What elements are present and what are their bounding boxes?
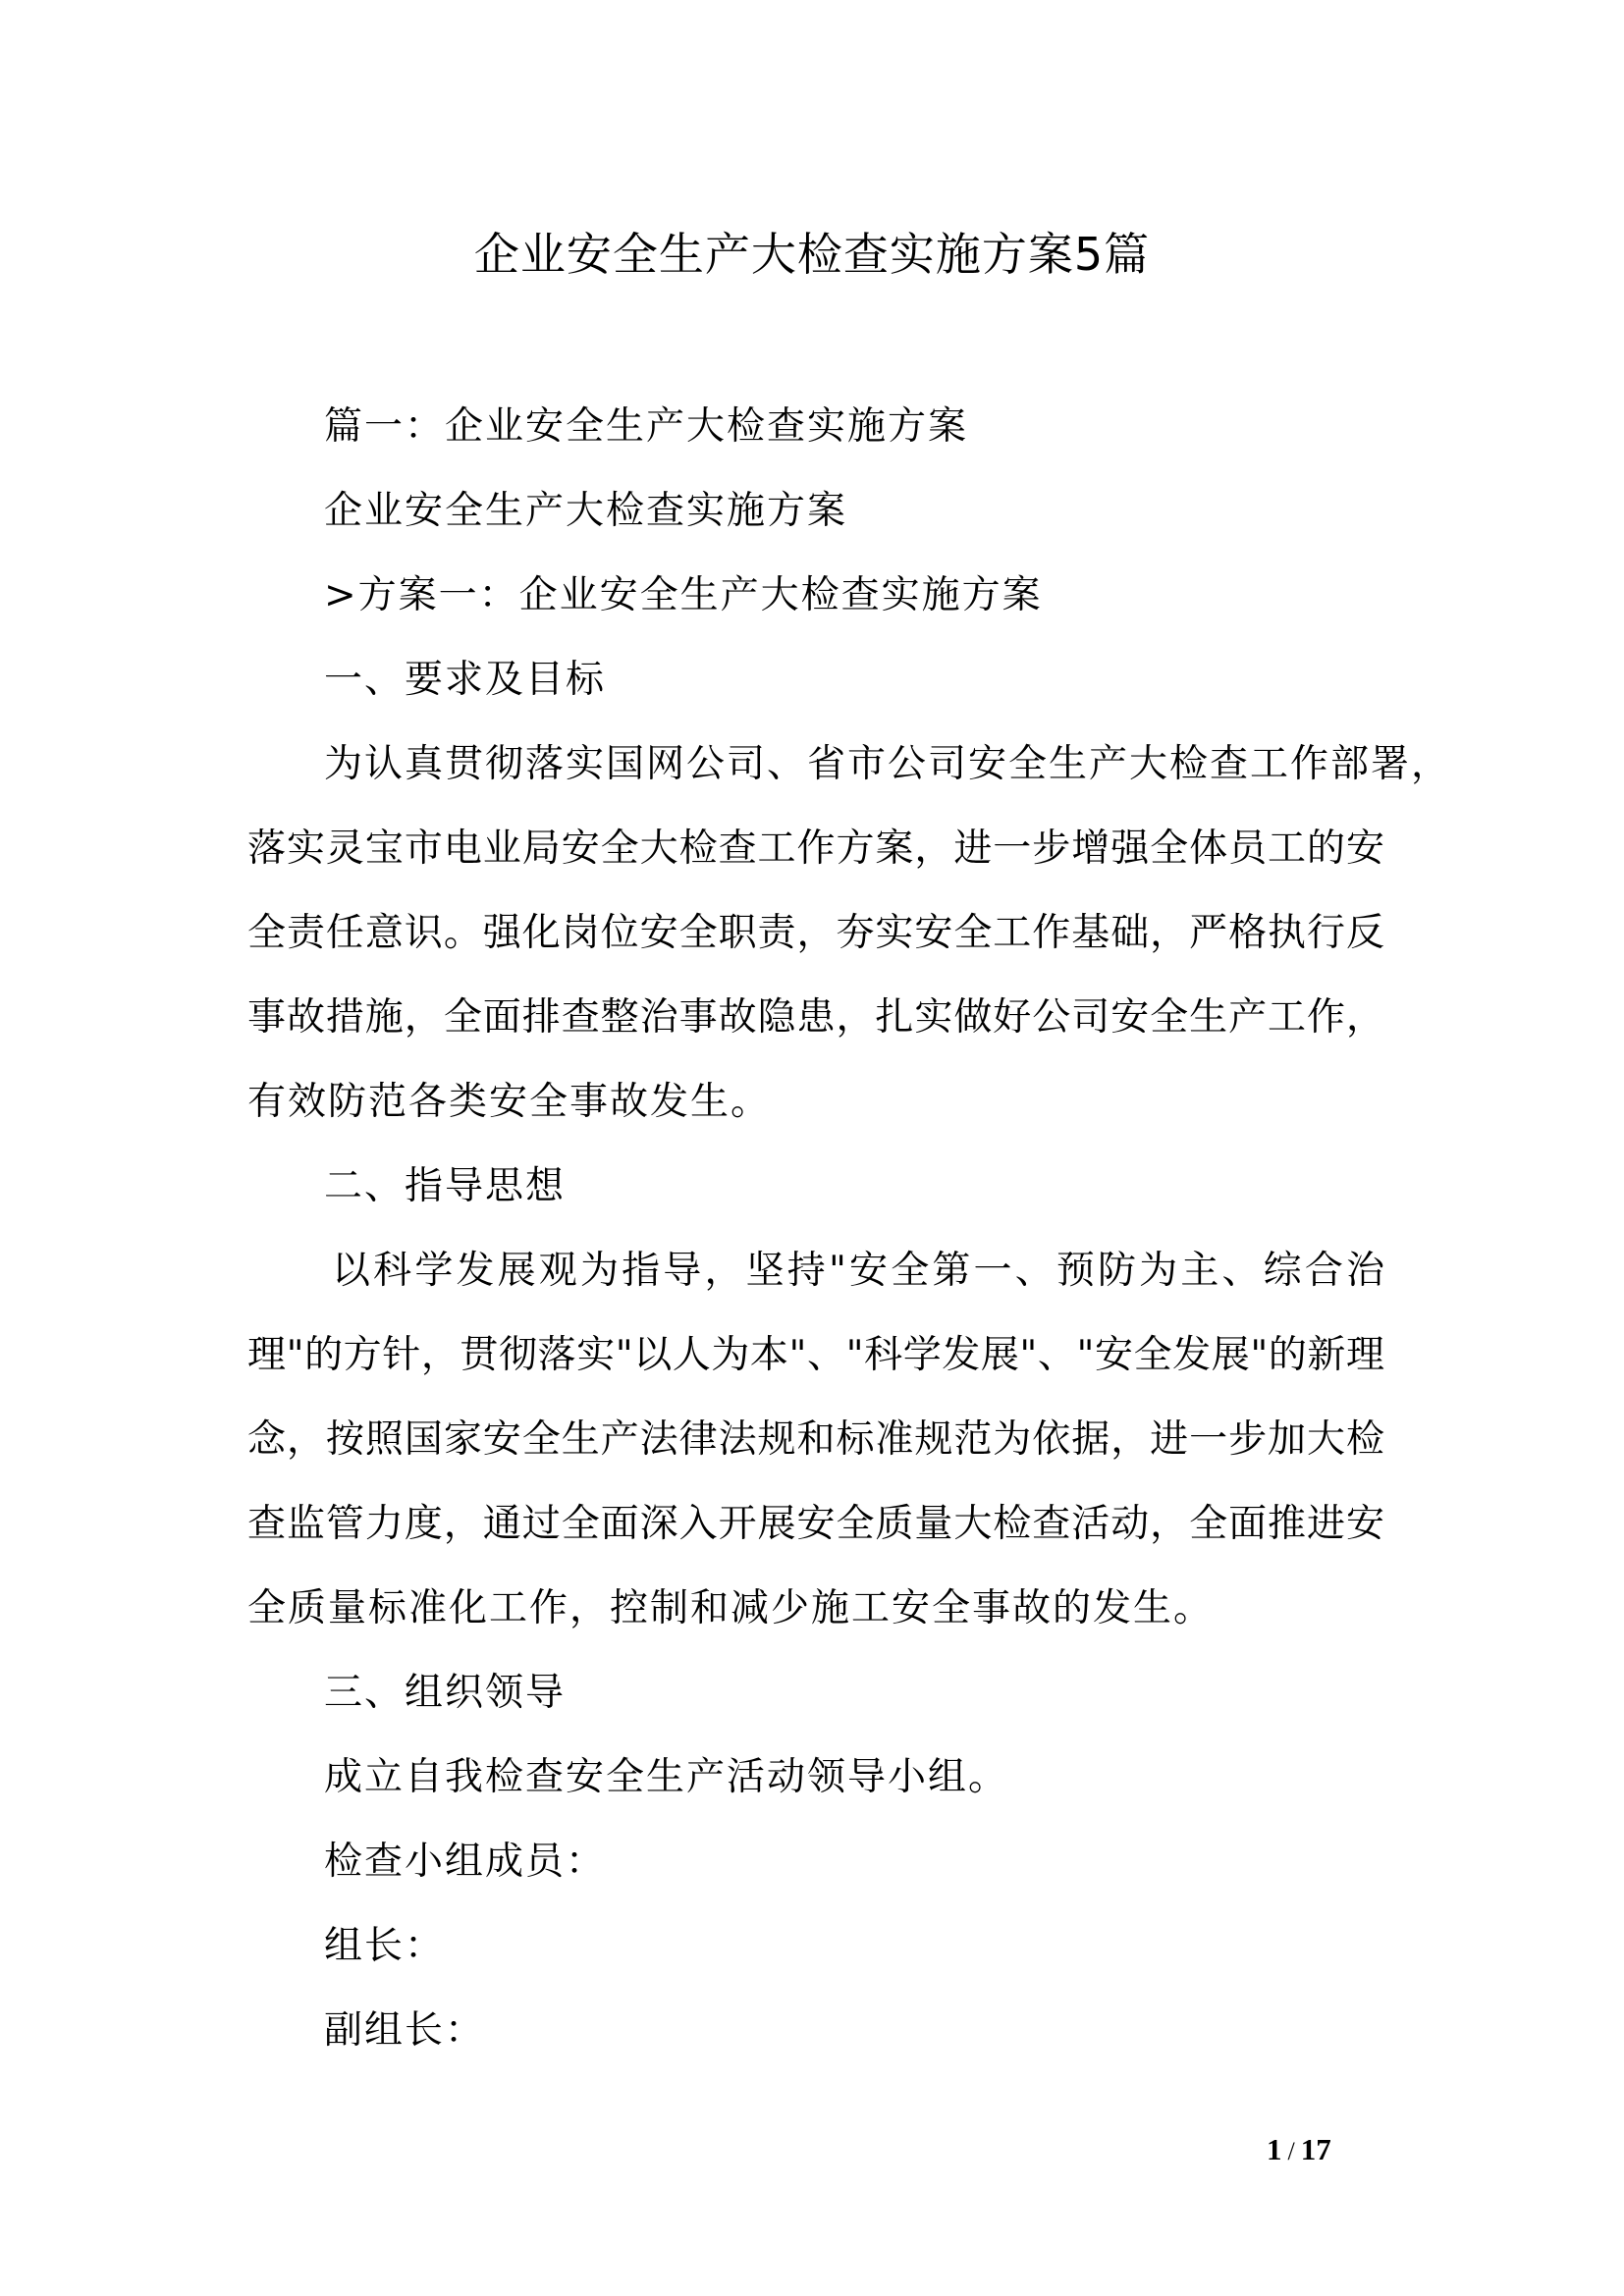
total-pages: 17 xyxy=(1300,2132,1331,2166)
section-heading-leadership: 三、组织领导 xyxy=(324,1671,567,1715)
plan-heading: >方案一：企业安全生产大检查实施方案 xyxy=(324,573,1043,617)
paragraph-line: 事故措施，全面排查整治事故隐患，扎实做好公司安全生产工作， xyxy=(247,995,1384,1040)
paragraph-line: 全责任意识。强化岗位安全职责，夯实安全工作基础，严格执行反 xyxy=(247,911,1384,955)
paragraph-line: 副组长： xyxy=(324,2008,486,2053)
paragraph-line: 查监管力度，通过全面深入开展安全质量大检查活动，全面推进安 xyxy=(247,1502,1384,1546)
paragraph-line: 有效防范各类安全事故发生。 xyxy=(247,1080,772,1124)
paragraph-line: 成立自我检查安全生产活动领导小组。 xyxy=(324,1755,1009,1799)
page-number xyxy=(1267,2132,1331,2167)
paragraph-line: 念，按照国家安全生产法律法规和标准规范为依据，进一步加大检 xyxy=(247,1417,1384,1462)
current-page: 1 xyxy=(1267,2132,1282,2166)
paragraph-line: 全质量标准化工作，控制和减少施工安全事故的发生。 xyxy=(247,1586,1215,1630)
paragraph-line: 理"的方针，贯彻落实"以人为本"、"科学发展"、"安全发展"的新理 xyxy=(247,1333,1384,1377)
paragraph-line: 为认真贯彻落实国网公司、省市公司安全生产大检查工作部署， xyxy=(324,742,1452,786)
section-heading-guidance: 二、指导思想 xyxy=(324,1164,567,1208)
section-heading-requirements: 一、要求及目标 xyxy=(324,658,607,702)
paragraph-line: 检查小组成员： xyxy=(324,1840,607,1884)
paragraph-line: 以科学发展观为指导，坚持"安全第一、预防为主、综合治 xyxy=(332,1249,1384,1293)
document-title: 企业安全生产大检查实施方案5篇 xyxy=(473,228,1151,281)
page-separator: / xyxy=(1287,2137,1295,2165)
section-heading: 篇一：企业安全生产大检查实施方案 xyxy=(324,404,969,449)
paragraph-line: 组长： xyxy=(324,1924,446,1968)
paragraph-line: 落实灵宝市电业局安全大检查工作方案，进一步增强全体员工的安 xyxy=(247,827,1384,871)
subtitle-line: 企业安全生产大检查实施方案 xyxy=(324,489,848,533)
